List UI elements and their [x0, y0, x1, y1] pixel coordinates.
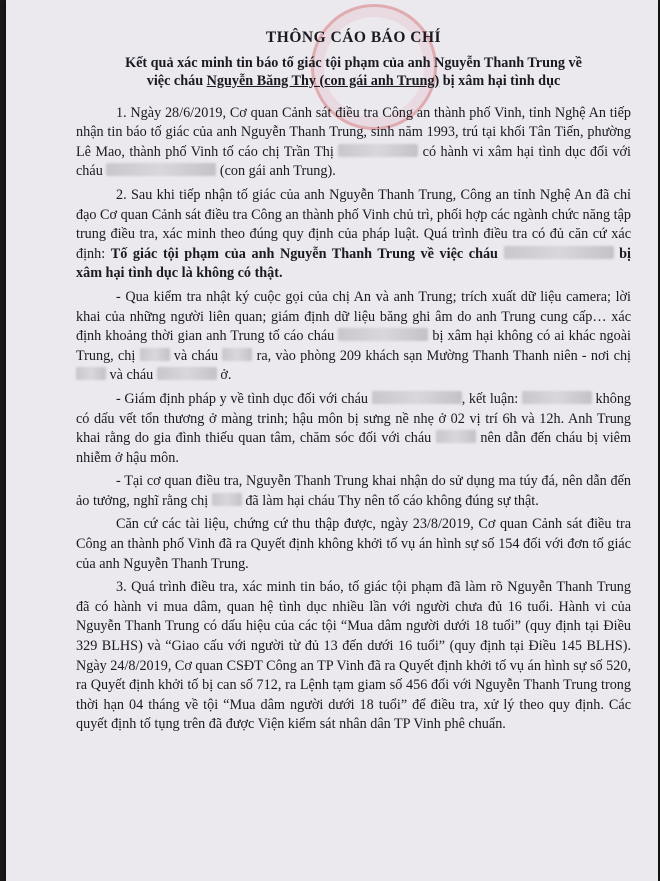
subtitle-underlined-name: Nguyễn Băng Thy (con gái anh Trung): [206, 72, 440, 89]
p3-text-c: và cháu: [169, 347, 223, 364]
document-subtitle: [76, 54, 631, 90]
p1-text-b: có hành vi xâm hại tình dục đối với cháu: [76, 143, 631, 180]
redacted-name: [338, 144, 418, 157]
redacted-name: [106, 163, 216, 176]
redacted-name: [372, 391, 462, 404]
p4-text-a: - Giám định pháp y về tình dục đối với cháu: [116, 390, 372, 407]
paragraph-4: [76, 390, 631, 468]
p3-text-f: ở.: [216, 367, 232, 384]
p2-bold-b: bị xâm hại tình dục là không có thật.: [76, 245, 631, 282]
subtitle-line-2a: việc cháu: [146, 72, 207, 89]
p2-text-a: 2. Sau khi tiếp nhận tố giác của anh Nguyễn Thanh Trung, Công an tỉnh Nghệ An đã chỉ đạo Cơ quan Cảnh sát điều tra Công an thành phố Vinh chủ trì, phối hợp các ngành chức năng tập trung điều tra, xác minh theo đúng quy định của pháp luật. Quá trình điều tra có đủ căn cứ xác định:: [76, 186, 631, 262]
p2-bold-a: Tố giác tội phạm của anh Nguyễn Thanh Trung về việc cháu: [110, 245, 504, 262]
p4-text-c: không có dấu vết tổn thương ở màng trinh; hậu môn bị sưng nề nhẹ ở 02 vị trí 6h và 12h. Anh Trung khai rằng do gia đình thiếu quan tâm, chăm sóc đối với cháu: [76, 390, 632, 447]
p3-text-e: và cháu: [106, 367, 157, 384]
p1-text-c: (con gái anh Trung).: [216, 163, 336, 180]
document-body: [76, 28, 631, 739]
redacted-name: [504, 246, 614, 259]
redacted-name: [76, 367, 106, 380]
p3-text-b: bị xâm hại không có ai khác ngoài Trung, chị: [76, 328, 631, 364]
p3-text-d: ra, vào phòng 209 khách sạn Mường Thanh Thanh niên - nơi chị: [252, 347, 631, 364]
p5-text-b: đã làm hại cháu Thy nên tố cáo không đúng sự thật.: [241, 492, 539, 509]
document-title: THÔNG CÁO BÁO CHÍ: [265, 29, 442, 46]
paragraph-5: [76, 472, 631, 511]
p5-text-a: - Tại cơ quan điều tra, Nguyễn Thanh Trung khai nhận do sử dụng ma túy đá, nên dẫn đến ảo tưởng, nghĩ rằng chị: [76, 473, 631, 509]
redacted-name: [140, 348, 170, 361]
document-page: [6, 0, 658, 881]
redacted-name: [338, 328, 428, 341]
p4-text-b: , kết luận:: [461, 390, 522, 407]
redacted-name: [436, 430, 476, 443]
paragraph-6: Căn cứ các tài liệu, chứng cứ thu thập được, ngày 23/8/2019, Cơ quan Cảnh sát điều tra Công an thành phố Vinh đã ra Quyết định không khởi tố vụ án hình sự số 154 đối với đơn tố giác của anh Nguyễn Thanh Trung.: [76, 516, 631, 572]
paragraph-7: 3. Quá trình điều tra, xác minh tin báo, tố giác tội phạm đã làm rõ Nguyễn Thanh Trung đã có hành vi mua dâm, quan hệ tình dục nhiều lần với người chưa đủ 16 tuổi. Hành vi của Nguyễn Thanh Trung có dấu hiệu của các tội “Mua dâm người dưới 18 tuổi” (quy định tại Điều 329 BLHS) và “Giao cấu với người từ đủ 13 đến dưới 16 tuổi” (quy định tại Điều 145 BLHS). Ngày 24/8/2019, Cơ quan CSĐT Công an TP Vinh đã ra Quyết định khởi tố vụ án hình sự số 520, ra Quyết định khởi tố bị can số 712, ra Lệnh tạm giam số 456 đối với Nguyễn Thanh Trung trong thời hạn 04 tháng về tội “Mua dâm người dưới 18 tuổi” để điều tra, xử lý theo quy định. Các quyết định tố tụng trên đã được Viện kiểm sát nhân dân TP Vinh phê chuẩn.: [76, 579, 631, 733]
redacted-name: [522, 391, 592, 404]
subtitle-line-1: Kết quả xác minh tin báo tố giác tội phạm của anh Nguyễn Thanh Trung về: [125, 54, 582, 71]
redacted-name: [222, 348, 252, 361]
redacted-name: [157, 367, 217, 380]
p3-text-a: - Qua kiểm tra nhật ký cuộc gọi của chị An và anh Trung; trích xuất dữ liệu camera; lời khai của những người liên quan; giám định dữ liệu băng ghi âm do anh Trung cung cấp… xác định khoảng thời gian anh Trung tố cáo cháu: [76, 288, 631, 345]
paragraph-3: [76, 288, 631, 386]
paragraph-1: [76, 104, 631, 182]
p4-text-d: nên dẫn đến cháu bị viêm nhiễm ở hậu môn.: [76, 430, 631, 466]
paragraph-2: [76, 186, 631, 284]
subtitle-line-2c: bị xâm hại tình dục: [439, 72, 561, 89]
p1-text-a: 1. Ngày 28/6/2019, Cơ quan Cảnh sát điều tra Công an thành phố Vinh, tỉnh Nghệ An tiếp nhận tin báo tố giác của anh Nguyễn Thanh Trung, sinh năm 1993, trú tại khối Tân Tiến, phường Lê Mao, thành phố Vinh tố cáo chị Trần Thị: [76, 104, 631, 160]
redacted-name: [212, 493, 242, 506]
